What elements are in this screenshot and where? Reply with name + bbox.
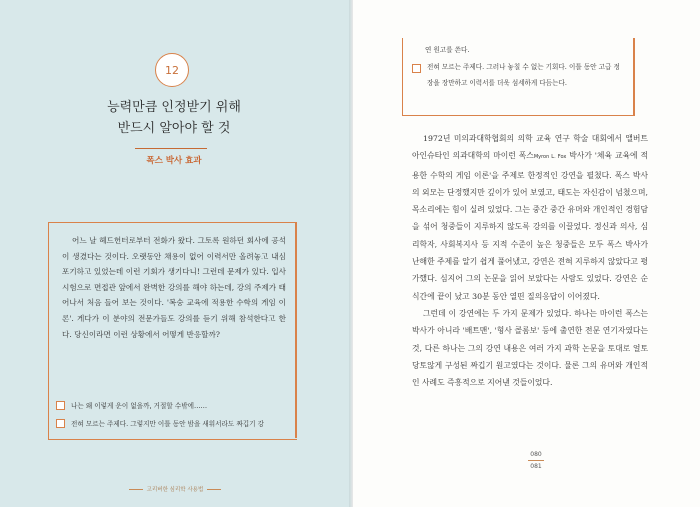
chapter-title [60,97,288,139]
checkbox-icon[interactable] [412,64,421,73]
checklist-item[interactable] [56,400,292,410]
page-number-divider [528,460,544,461]
footer-dash [129,489,143,490]
chapter-title-line1: 능력만큼 인정받기 위해 [107,100,241,115]
checklist-continuation [412,46,630,91]
scenario-box-right-edge [295,222,297,438]
body-paragraph-1 [412,130,648,305]
checklist-continued-line: 연 원고를 쓴다. [425,46,470,54]
footer-text: 고리버한 심리학 사용법 [146,487,204,493]
paragraph1-english-name: Myron L. Fox [533,154,567,161]
page-numbers [521,451,551,470]
chapter-number-badge: 12 [155,53,189,87]
checklist-box-right-edge [633,38,635,116]
footer-dash [207,489,221,490]
page-number-top: 080 [530,451,542,458]
checklist-item-line1: 전혀 모르는 주제다. 그러나 놓칠 수 없는 기회다. 이틀 동안 고급 정 [427,63,620,71]
checklist-item-label [427,59,620,91]
checklist-item-label: 전혀 모르는 주제다. 그렇지만 이틀 동안 밤을 새워서라도 짜깁기 강 [71,420,264,428]
paragraph1-rest: 박사가 '체육 교육에 적용한 수학의 게임 이론'을 주제로 한정적인 강연을 펼쳤다. 폭스 박사의 외모는 단정했지만 깊이가 있어 보였고, 태도는 자신감이 넘쳤으며, 목소리에는 힘이 실려 있었다. 그는 중간 중간 유머와 개인적인 경험담을 섞어 청중들이 지루하지 않도록 강의를 이끌었다. 정신과 의사, 심리학자, 사회복지사 등 지적 수준이 높은 청중들은 모두 폭스 박사가 난해한 주제를 알기 쉽게 풀어냈고, 강연은 전혀 지루하지 않았다고 평가했다. 심지어 그의 논문을 읽어 보았다는 사람도 있었다. 강연은 순식간에 끝이 났고 30분 동안 열띤 질의응답이 이어졌다. [412,151,649,301]
scenario-text: 어느 날 헤드헌터로부터 전화가 왔다. 그토록 원하던 회사에 공석이 생겼다는 것이다. 오랫동안 채용이 없어 이력서만 올려놓고 내심 포기하고 있었는데 이런 기회가 생기다니! 그런데 문제가 있다. 입사 시험으로 면접관 앞에서 완벽한 강의를 해야 하는데, 강의 주제가 태어나서 처음 들어 보는 것이다. '복숭 교육에 적용한 수학의 게임 이론'. 게다가 이 분야의 전문가들도 강의를 듣기 위해 참석한다고 한다. 당신이라면 이런 상황에서 어떻게 반응할까? [62,236,286,339]
chapter-title-line2: 반드시 알아야 할 것 [117,121,231,136]
checklist-item[interactable] [56,418,292,428]
body-paragraph-2: 그런데 이 강연에는 두 가지 문제가 있었다. 하나는 마이런 폭스는 박사가 아니라 '배트맨', '형사 콜롬보' 등에 출연한 전문 연기자였다는 것, 다른 하나는 그의 강연 내용은 여러 가지 과학 논문을 토대로 얼토당토않게 구성된 짜깁기 원고였다는 것이다. 물론 그의 유머와 개인적인 사례도 즉흥적으로 지어낸 것들이었다. [412,308,648,388]
chapter-subtitle: 폭스 박사 효과 [146,156,202,166]
body-text [412,130,648,391]
page-number-bottom: 081 [530,463,542,470]
running-footer [120,485,230,493]
title-divider [135,148,207,149]
checklist-item[interactable] [412,63,630,91]
checklist-item-line2: 장을 장만하고 이력서를 더욱 섬세하게 다듬는다. [427,79,567,87]
paragraph1-start: 1972년 미의과대학협회의 의학 교육 연구 학술 대회에서 앨버트 아인슈타인 의과대학의 마이런 폭스 [412,134,648,161]
checklist-item-label: 나는 왜 이렇게 운이 없을까, 거절할 수밖에…… [71,402,208,410]
scenario-checklist [56,400,292,436]
checkbox-icon[interactable] [56,419,65,428]
checkbox-icon[interactable] [56,401,65,410]
